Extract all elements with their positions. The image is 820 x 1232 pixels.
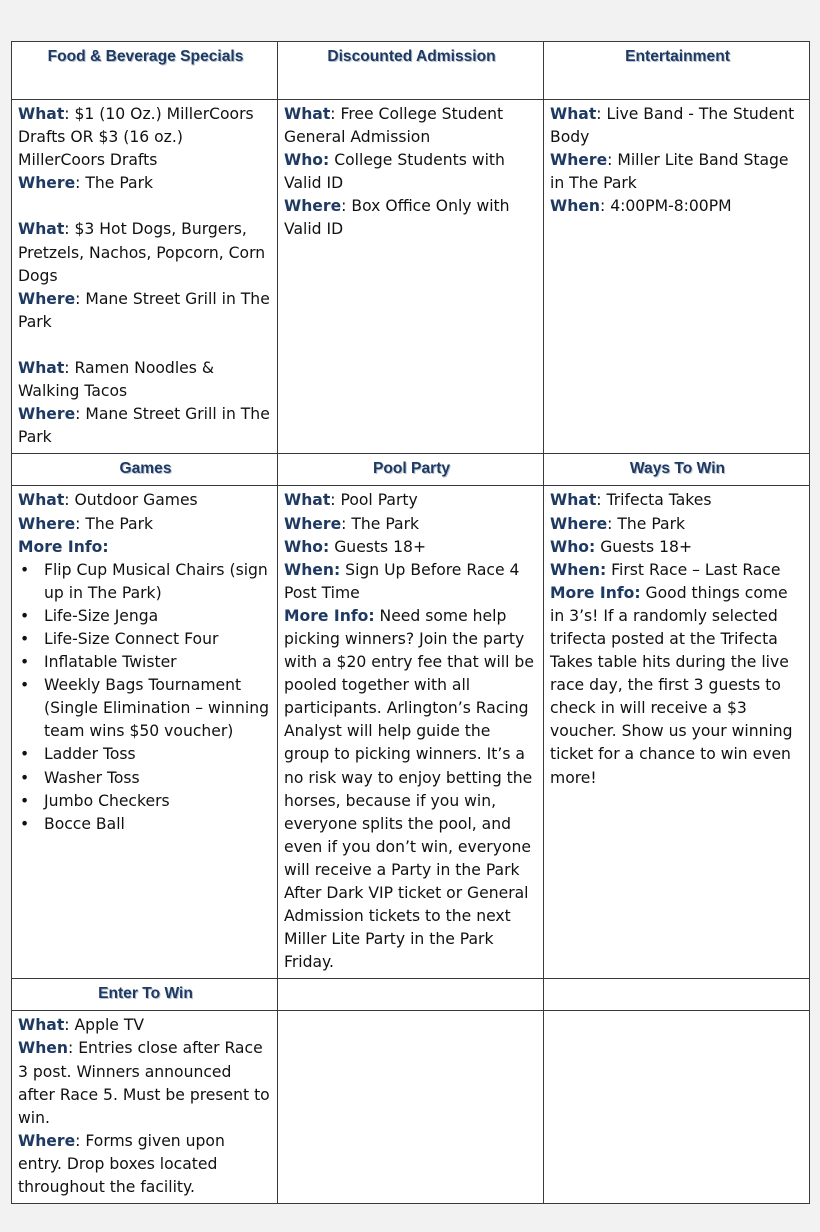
header-games: Games (12, 454, 278, 486)
empty-cell (544, 1011, 810, 1204)
entertainment-cell (544, 100, 810, 454)
pool-when: When: Sign Up Before Race 4 Post Time (284, 560, 520, 602)
entertainment-when: When: 4:00PM-8:00PM (550, 197, 732, 216)
pool-what: What: Pool Party (284, 491, 418, 510)
header-pool-party: Pool Party (278, 454, 544, 486)
admission-what: What: Free College Student General Admission (284, 105, 504, 147)
games-list-item: • Flip Cup Musical Chairs (sign up in The Park) (18, 559, 273, 605)
games-what: What: Outdoor Games (18, 491, 198, 510)
header-row-2 (12, 454, 810, 486)
empty-header-cell (544, 979, 810, 1011)
games-list-item: • Jumbo Checkers (18, 790, 273, 813)
games-where: Where: The Park (18, 514, 154, 533)
food-item-1 (18, 103, 273, 195)
admission-who: Who: College Students with Valid ID (284, 151, 505, 193)
games-list-item: • Bocce Ball (18, 813, 273, 836)
header-enter-to-win: Enter To Win (12, 979, 278, 1011)
admission-cell (278, 100, 544, 454)
games-list-item: • Life-Size Jenga (18, 605, 273, 628)
content-row-2 (12, 486, 810, 979)
header-row-1 (12, 42, 810, 100)
header-row-3 (12, 979, 810, 1011)
ways-who: Who: Guests 18+ (550, 537, 693, 556)
ways-to-win-cell (544, 486, 810, 979)
empty-cell (278, 1011, 544, 1204)
food-item-1-what: What: $1 (10 Oz.) MillerCoors Drafts OR $3 (16 oz.) MillerCoors Drafts (18, 105, 254, 170)
food-cell (12, 100, 278, 454)
food-item-3 (18, 357, 273, 449)
header-entertainment: Entertainment (544, 42, 810, 100)
pool-party-cell (278, 486, 544, 979)
content-row-1 (12, 100, 810, 454)
ways-when: When: First Race – Last Race (550, 560, 781, 579)
games-list (18, 559, 273, 836)
empty-header-cell (278, 979, 544, 1011)
food-item-2-where: Where: Mane Street Grill in The Park (18, 289, 270, 331)
food-item-2 (18, 218, 273, 333)
food-item-1-where: Where: The Park (18, 174, 154, 193)
content-row-3 (12, 1011, 810, 1204)
games-cell (12, 486, 278, 979)
pool-more-info: More Info: Need some help picking winners? Join the party with a $20 entry fee that will be pooled together with all participants. Arlington’s Racing Analyst will help guide the group to picking winners. It’s a no risk way to enjoy betting the horses, because if you win, everyone splits the pool, and even if you don’t win, everyone will receive a Party in the Park After Dark VIP ticket or General Admission tickets to the next Miller Lite Party in the Park Friday. (284, 606, 534, 972)
header-discounted-admission: Discounted Admission (278, 42, 544, 100)
pool-where: Where: The Park (284, 514, 420, 533)
games-list-item: • Life-Size Connect Four (18, 628, 273, 651)
events-table (11, 41, 810, 1204)
food-item-3-where: Where: Mane Street Grill in The Park (18, 405, 270, 447)
enter-where: Where: Forms given upon entry. Drop boxes located throughout the facility. (18, 1131, 225, 1197)
header-food-beverage: Food & Beverage Specials (12, 42, 278, 100)
food-item-2-what: What: $3 Hot Dogs, Burgers, Pretzels, Nachos, Popcorn, Corn Dogs (18, 220, 266, 285)
pool-who: Who: Guests 18+ (284, 537, 427, 556)
food-item-3-what: What: Ramen Noodles & Walking Tacos (18, 359, 214, 401)
games-more-info-label: More Info: (18, 537, 109, 556)
ways-more-info: More Info: Good things come in 3’s! If a randomly selected trifecta posted at the Trifecta Takes table hits during the live race day, the first 3 guests to check in will receive a $3 voucher. Show us your winning ticket for a chance to win even more! (550, 583, 793, 787)
header-ways-to-win: Ways To Win (544, 454, 810, 486)
entertainment-what: What: Live Band - The Student Body (550, 105, 795, 147)
games-list-item: • Ladder Toss (18, 743, 273, 766)
games-list-item: • Weekly Bags Tournament (Single Elimination – winning team wins $50 voucher) (18, 674, 273, 743)
ways-where: Where: The Park (550, 514, 686, 533)
admission-where: Where: Box Office Only with Valid ID (284, 197, 510, 239)
ways-what: What: Trifecta Takes (550, 491, 712, 510)
entertainment-where: Where: Miller Lite Band Stage in The Park (550, 151, 789, 193)
enter-to-win-cell (12, 1011, 278, 1204)
enter-what: What: Apple TV (18, 1016, 145, 1035)
games-list-item: • Inflatable Twister (18, 651, 273, 674)
enter-when: When: Entries close after Race 3 post. Winners announced after Race 5. Must be present to win. (18, 1039, 270, 1127)
games-list-item: • Washer Toss (18, 767, 273, 790)
